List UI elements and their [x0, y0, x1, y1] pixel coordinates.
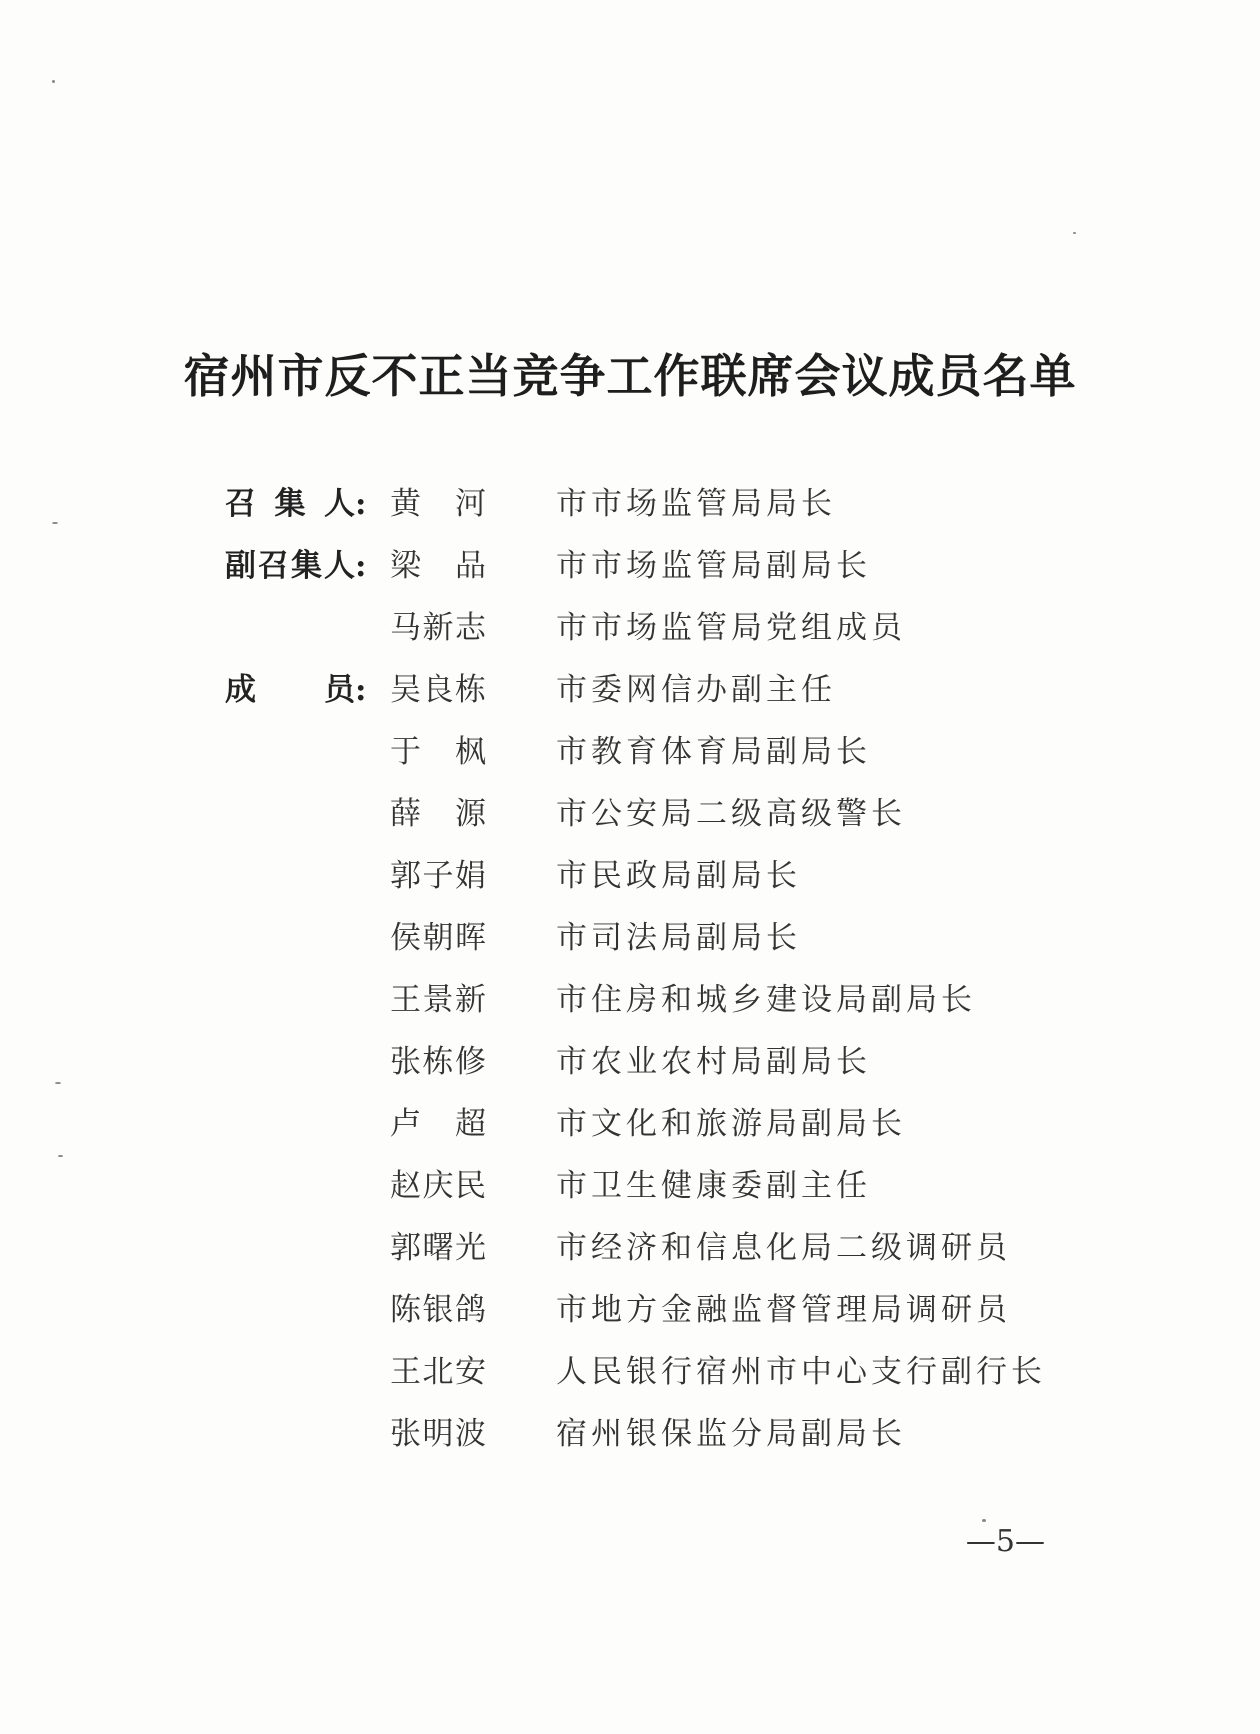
member-name: 马新志 — [390, 610, 486, 646]
roster-row — [0, 969, 1260, 1031]
member-position: 市住房和城乡建设局副局长 — [556, 982, 976, 1018]
roster-row — [0, 1093, 1260, 1155]
member-name: 卢 超 — [390, 1106, 486, 1142]
roster-row — [0, 1403, 1260, 1465]
role-label: 召集人: — [225, 473, 375, 535]
roster-row — [0, 597, 1260, 659]
roster-row — [0, 907, 1260, 969]
roster-row — [0, 1031, 1260, 1093]
member-position: 市文化和旅游局副局长 — [556, 1106, 906, 1142]
scan-speck — [982, 1519, 986, 1522]
role-label-text: 副召集人 — [225, 548, 355, 584]
roster-row — [0, 535, 1260, 597]
member-name: 陈银鸽 — [390, 1292, 486, 1328]
scan-speck — [55, 1082, 61, 1084]
member-position: 市农业农村局副局长 — [556, 1044, 871, 1080]
member-position: 市委网信办副主任 — [556, 672, 836, 708]
member-name: 郭曙光 — [390, 1230, 486, 1266]
member-name: 吴良栋 — [390, 672, 486, 708]
scan-speck — [52, 80, 55, 83]
member-name: 张栋修 — [390, 1044, 486, 1080]
member-position: 市教育体育局副局长 — [556, 734, 871, 770]
roster-row — [0, 1341, 1260, 1403]
role-label: 副召集人: — [225, 535, 375, 597]
scan-speck — [1073, 232, 1076, 234]
roster-row — [0, 1279, 1260, 1341]
member-position: 市市场监管局党组成员 — [556, 610, 906, 646]
member-name: 郭子娟 — [390, 858, 486, 894]
member-position: 市司法局副局长 — [556, 920, 801, 956]
role-label-text: 召集人 — [225, 486, 355, 522]
roster-row — [0, 783, 1260, 845]
member-name: 张明波 — [390, 1416, 486, 1452]
member-position: 市地方金融监督管理局调研员 — [556, 1292, 1011, 1328]
roster-row — [0, 659, 1260, 721]
roster-row — [0, 473, 1260, 535]
member-name: 王北安 — [390, 1354, 486, 1390]
member-name: 王景新 — [390, 982, 486, 1018]
roster-row — [0, 1217, 1260, 1279]
member-name: 梁 品 — [390, 548, 486, 584]
member-position: 宿州银保监分局副局长 — [556, 1416, 906, 1452]
scan-speck — [52, 522, 58, 524]
page-number: —5— — [965, 1524, 1045, 1559]
member-name: 赵庆民 — [390, 1168, 486, 1204]
role-label: 成员: — [225, 659, 375, 721]
member-name: 于 枫 — [390, 734, 486, 770]
member-position: 市经济和信息化局二级调研员 — [556, 1230, 1011, 1266]
scan-speck — [58, 1155, 63, 1157]
roster-row — [0, 1155, 1260, 1217]
document-title: 宿州市反不正当竞争工作联席会议成员名单 — [183, 349, 1077, 403]
roster-row — [0, 721, 1260, 783]
member-position: 市市场监管局局长 — [556, 486, 836, 522]
member-position: 市卫生健康委副主任 — [556, 1168, 871, 1204]
member-position: 人民银行宿州市中心支行副行长 — [556, 1354, 1046, 1390]
member-name: 黄 河 — [390, 486, 486, 522]
member-name: 侯朝晖 — [390, 920, 486, 956]
roster-row — [0, 845, 1260, 907]
member-position: 市市场监管局副局长 — [556, 548, 871, 584]
role-label-text: 成员 — [225, 672, 355, 708]
member-name: 薛 源 — [390, 796, 486, 832]
member-roster — [0, 473, 1260, 1465]
member-position: 市公安局二级高级警长 — [556, 796, 906, 832]
member-position: 市民政局副局长 — [556, 858, 801, 894]
